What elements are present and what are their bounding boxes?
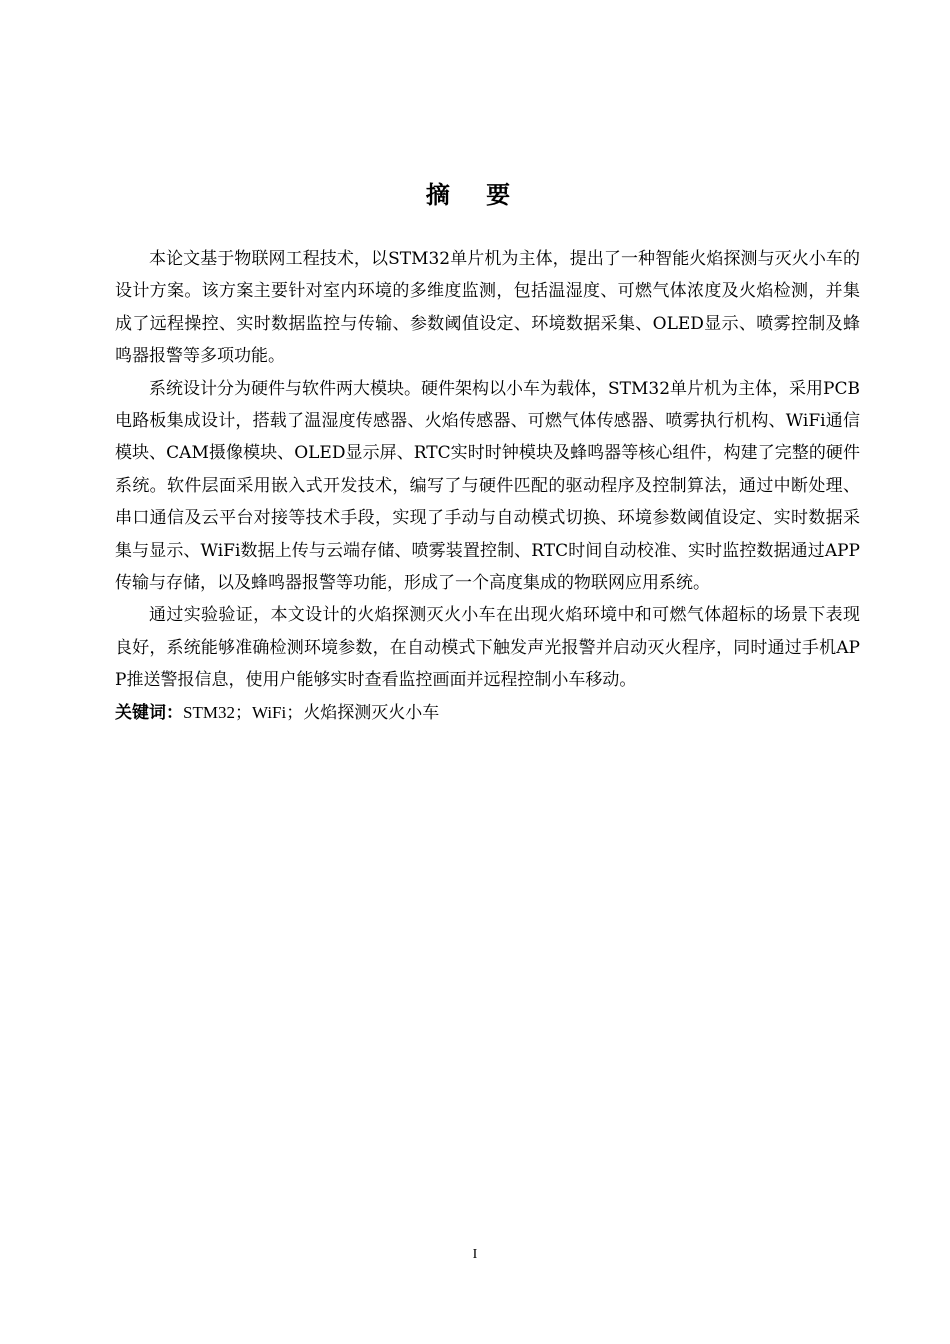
page-number: I xyxy=(472,1247,478,1262)
abstract-paragraph-2: 系统设计分为硬件与软件两大模块。硬件架构以小车为载体，STM32单片机为主体，采用PCB电路板集成设计，搭载了温湿度传感器、火焰传感器、可燃气体传感器、喷雾执行机构、WiFi通信模块、CAM摄像模块、OLED显示屏、RTC实时时钟模块及蜂鸣器等核心组件，构建了完整的硬件系统。软件层面采用嵌入式开发技术，编写了与硬件匹配的驱动程序及控制算法，通过中断处理、串口通信及云平台对接等技术手段，实现了手动与自动模式切换、环境参数阈值设定、实时数据采集与显示、WiFi数据上传与云端存储、喷雾装置控制、RTC时间自动校准、实时监控数据通过APP传输与存储，以及蜂鸣器报警等功能，形成了一个高度集成的物联网应用系统。 xyxy=(115,378,860,594)
keywords-line xyxy=(115,697,860,729)
abstract-body xyxy=(115,243,860,729)
keywords-label: 关键词： xyxy=(115,702,183,722)
keywords-value: STM32；WiFi；火焰探测灭火小车 xyxy=(183,702,440,722)
abstract-paragraph-3: 通过实验验证，本文设计的火焰探测灭火小车在出现火焰环境中和可燃气体超标的场景下表现良好，系统能够准确检测环境参数，在自动模式下触发声光报警并启动灭火程序，同时通过手机APP推送警报信息，使用户能够实时查看监控画面并远程控制小车移动。 xyxy=(115,605,860,691)
abstract-paragraph-1: 本论文基于物联网工程技术，以STM32单片机为主体，提出了一种智能火焰探测与灭火小车的设计方案。该方案主要针对室内环境的多维度监测，包括温湿度、可燃气体浓度及火焰检测，并集成了远程操控、实时数据监控与传输、参数阈值设定、环境数据采集、OLED显示、喷雾控制及蜂鸣器报警等多项功能。 xyxy=(115,249,860,367)
abstract-title: 摘 要 xyxy=(425,180,525,209)
